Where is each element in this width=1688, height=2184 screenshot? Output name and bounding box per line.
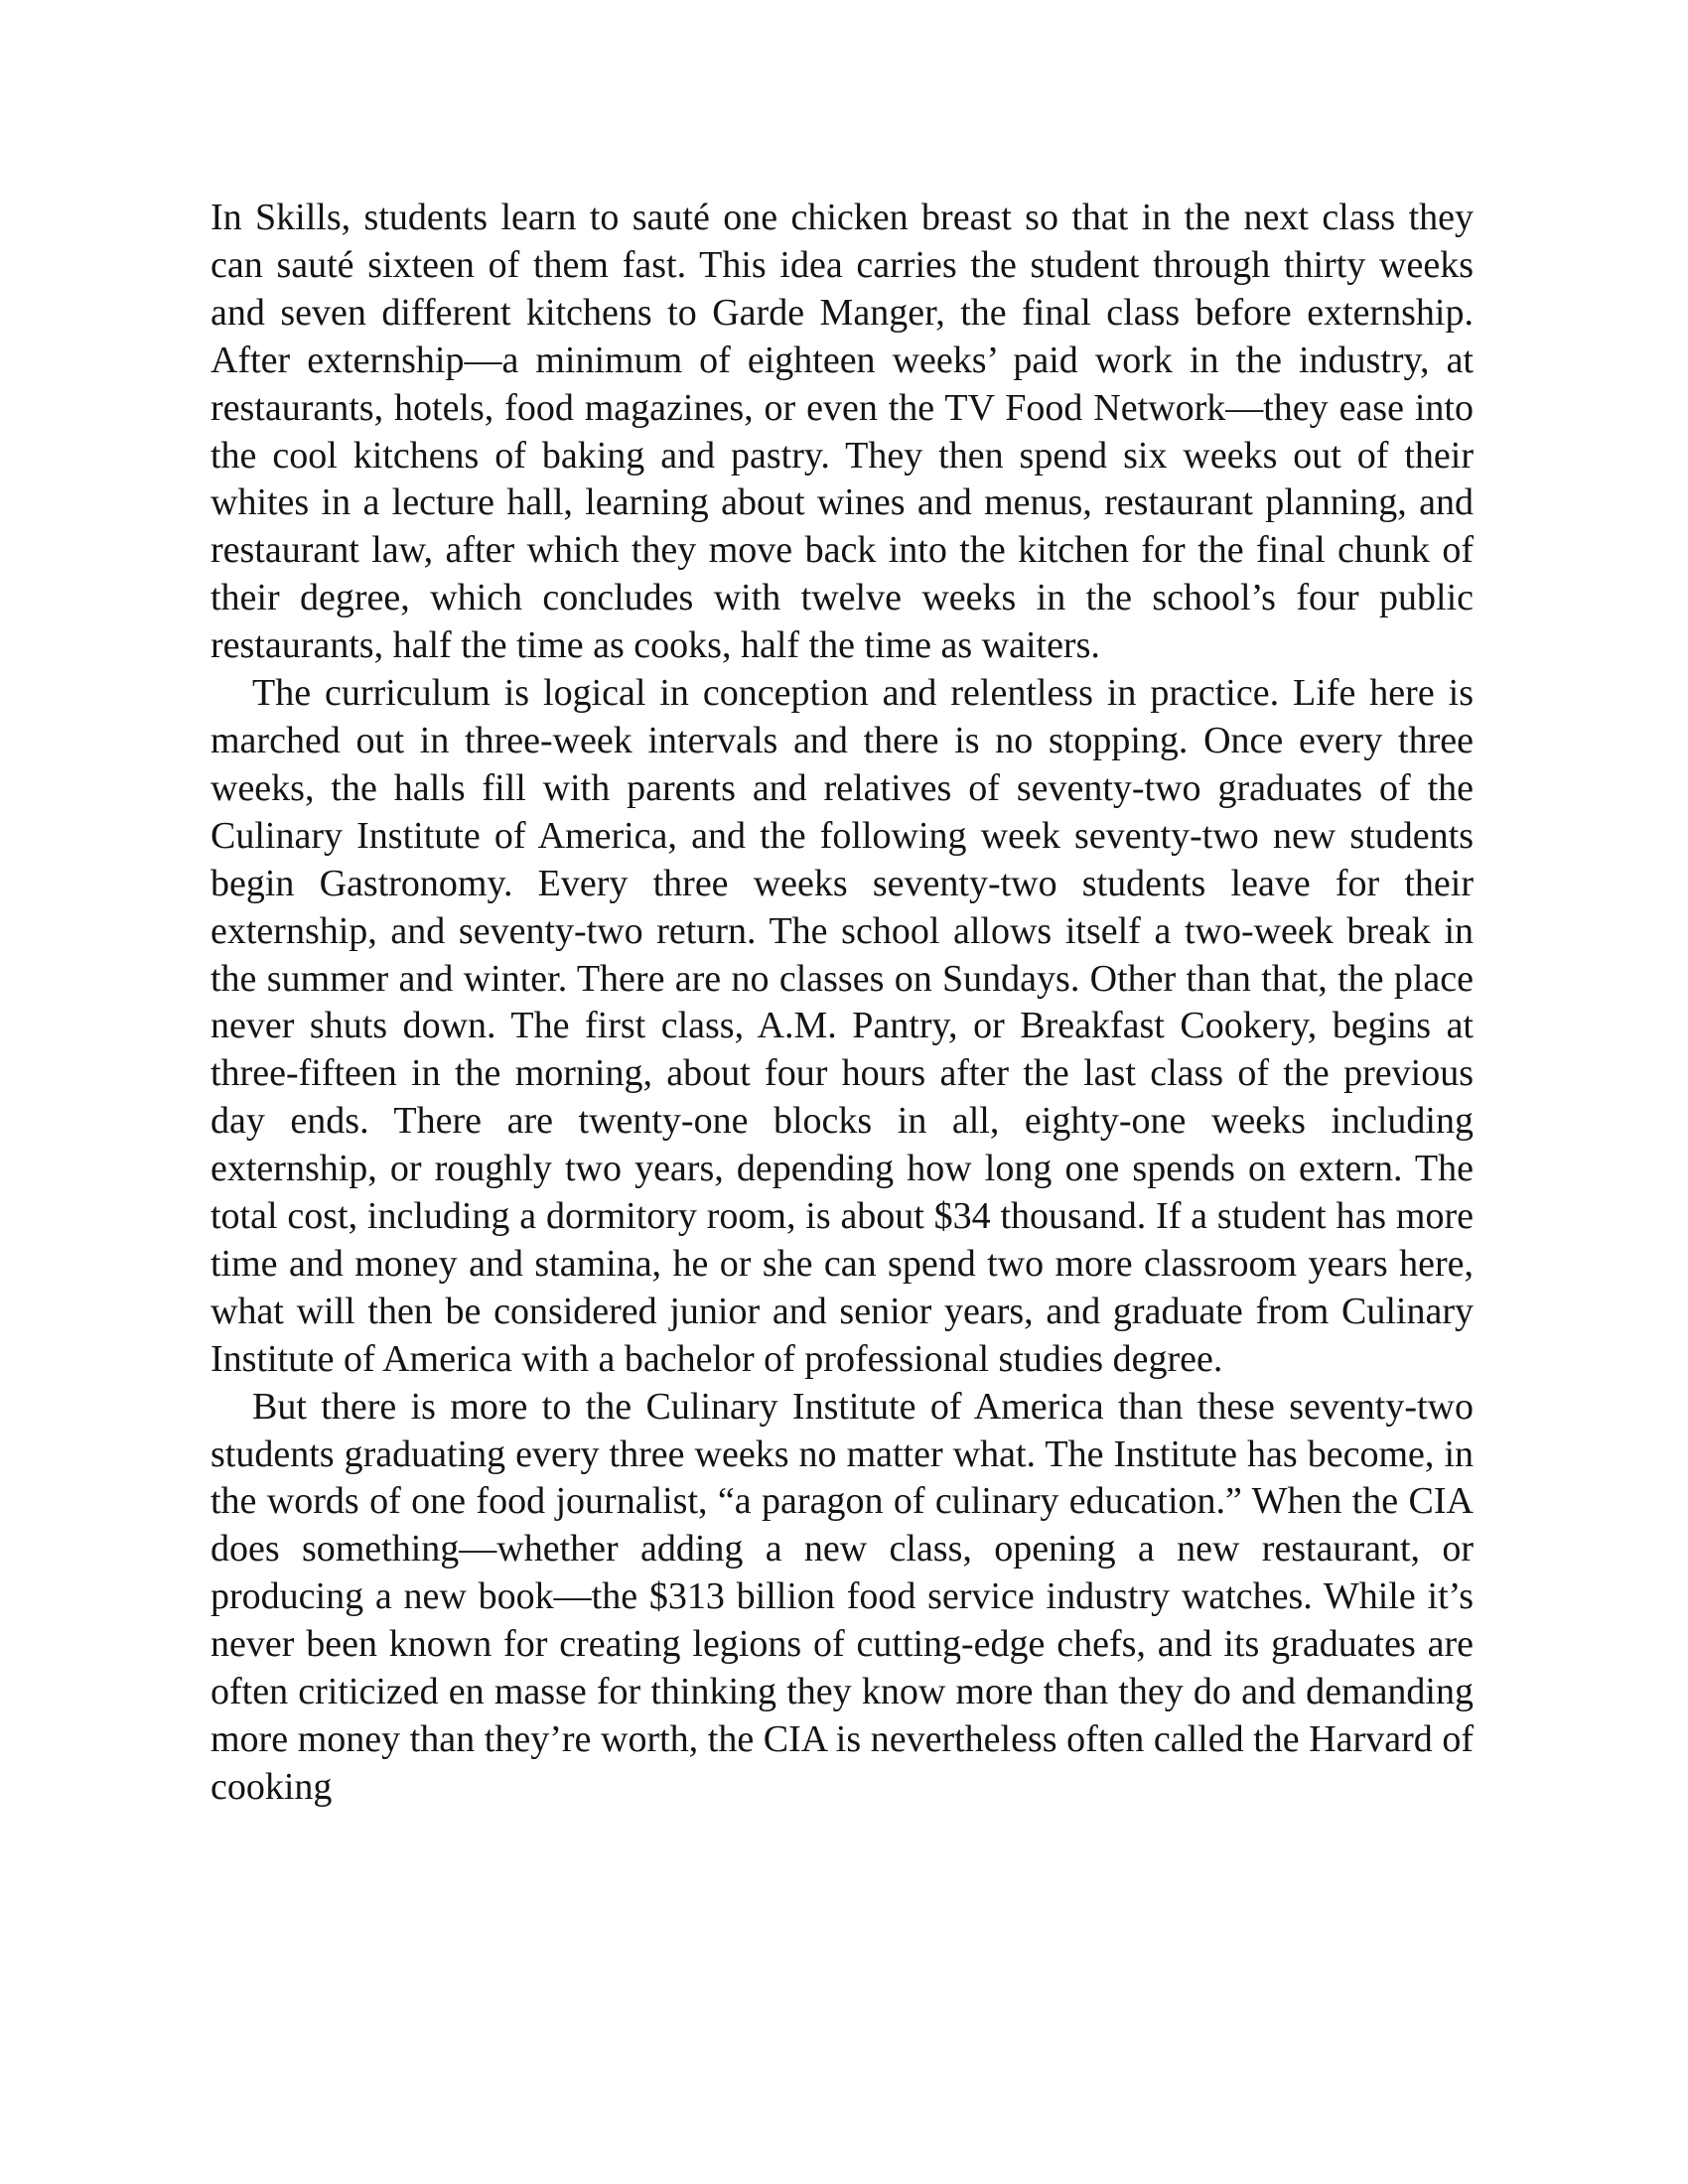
paragraph-3: But there is more to the Culinary Institute of America than these seventy-two students graduating every three weeks no matter what. The Institute has become, in the words of one food journalist, “a paragon of culinary education.” When the CIA does something—whether adding a new class, opening a new restaurant, or producing a new book—the $313 billion food service industry watches. While it’s never been known for creating legions of cutting-edge chefs, and its graduates are often criticized en masse for thinking they know more than they do and demanding more money than they’re worth, the CIA is nevertheless often called the Harvard of cooking — [211, 1385, 1474, 1808]
paragraph-1: In Skills, students learn to sauté one chicken breast so that in the next class they can sauté sixteen of them fast. This idea carries the student through thirty weeks and seven different kitchens to Garde Manger, the final class before externship. After externship—a minimum of eighteen weeks’ paid work in the industry, at restaurants, hotels, food magazines, or even the TV Food Network—they ease into the cool kitchens of baking and pastry. They then spend six weeks out of their whites in a lecture hall, learning about wines and menus, restaurant planning, and restaurant law, after which they move back into the kitchen for the final chunk of their degree, which concludes with twelve weeks in the school’s four public restaurants, half the time as cooks, half the time as waiters. — [211, 197, 1474, 667]
page-body — [211, 195, 1474, 1812]
paragraph-2: The curriculum is logical in conception and relentless in practice. Life here is marched out in three-week intervals and there is no stopping. Once every three weeks, the halls fill with parents and relatives of seventy-two graduates of the Culinary Institute of America, and the following week seventy-two new students begin Gastronomy. Every three weeks seventy-two students leave for their externship, and seventy-two return. The school allows itself a two-week break in the summer and winter. There are no classes on Sundays. Other than that, the place never shuts down. The first class, A.M. Pantry, or Breakfast Cookery, begins at three-fifteen in the morning, about four hours after the last class of the previous day ends. There are twenty-one blocks in all, eighty-one weeks including externship, or roughly two years, depending how long one spends on extern. The total cost, including a dormitory room, is about $34 thousand. If a student has more time and money and stamina, he or she can spend two more classroom years here, what will then be considered junior and senior years, and graduate from Culinary Institute of America with a bachelor of professional studies degree. — [211, 672, 1474, 1380]
